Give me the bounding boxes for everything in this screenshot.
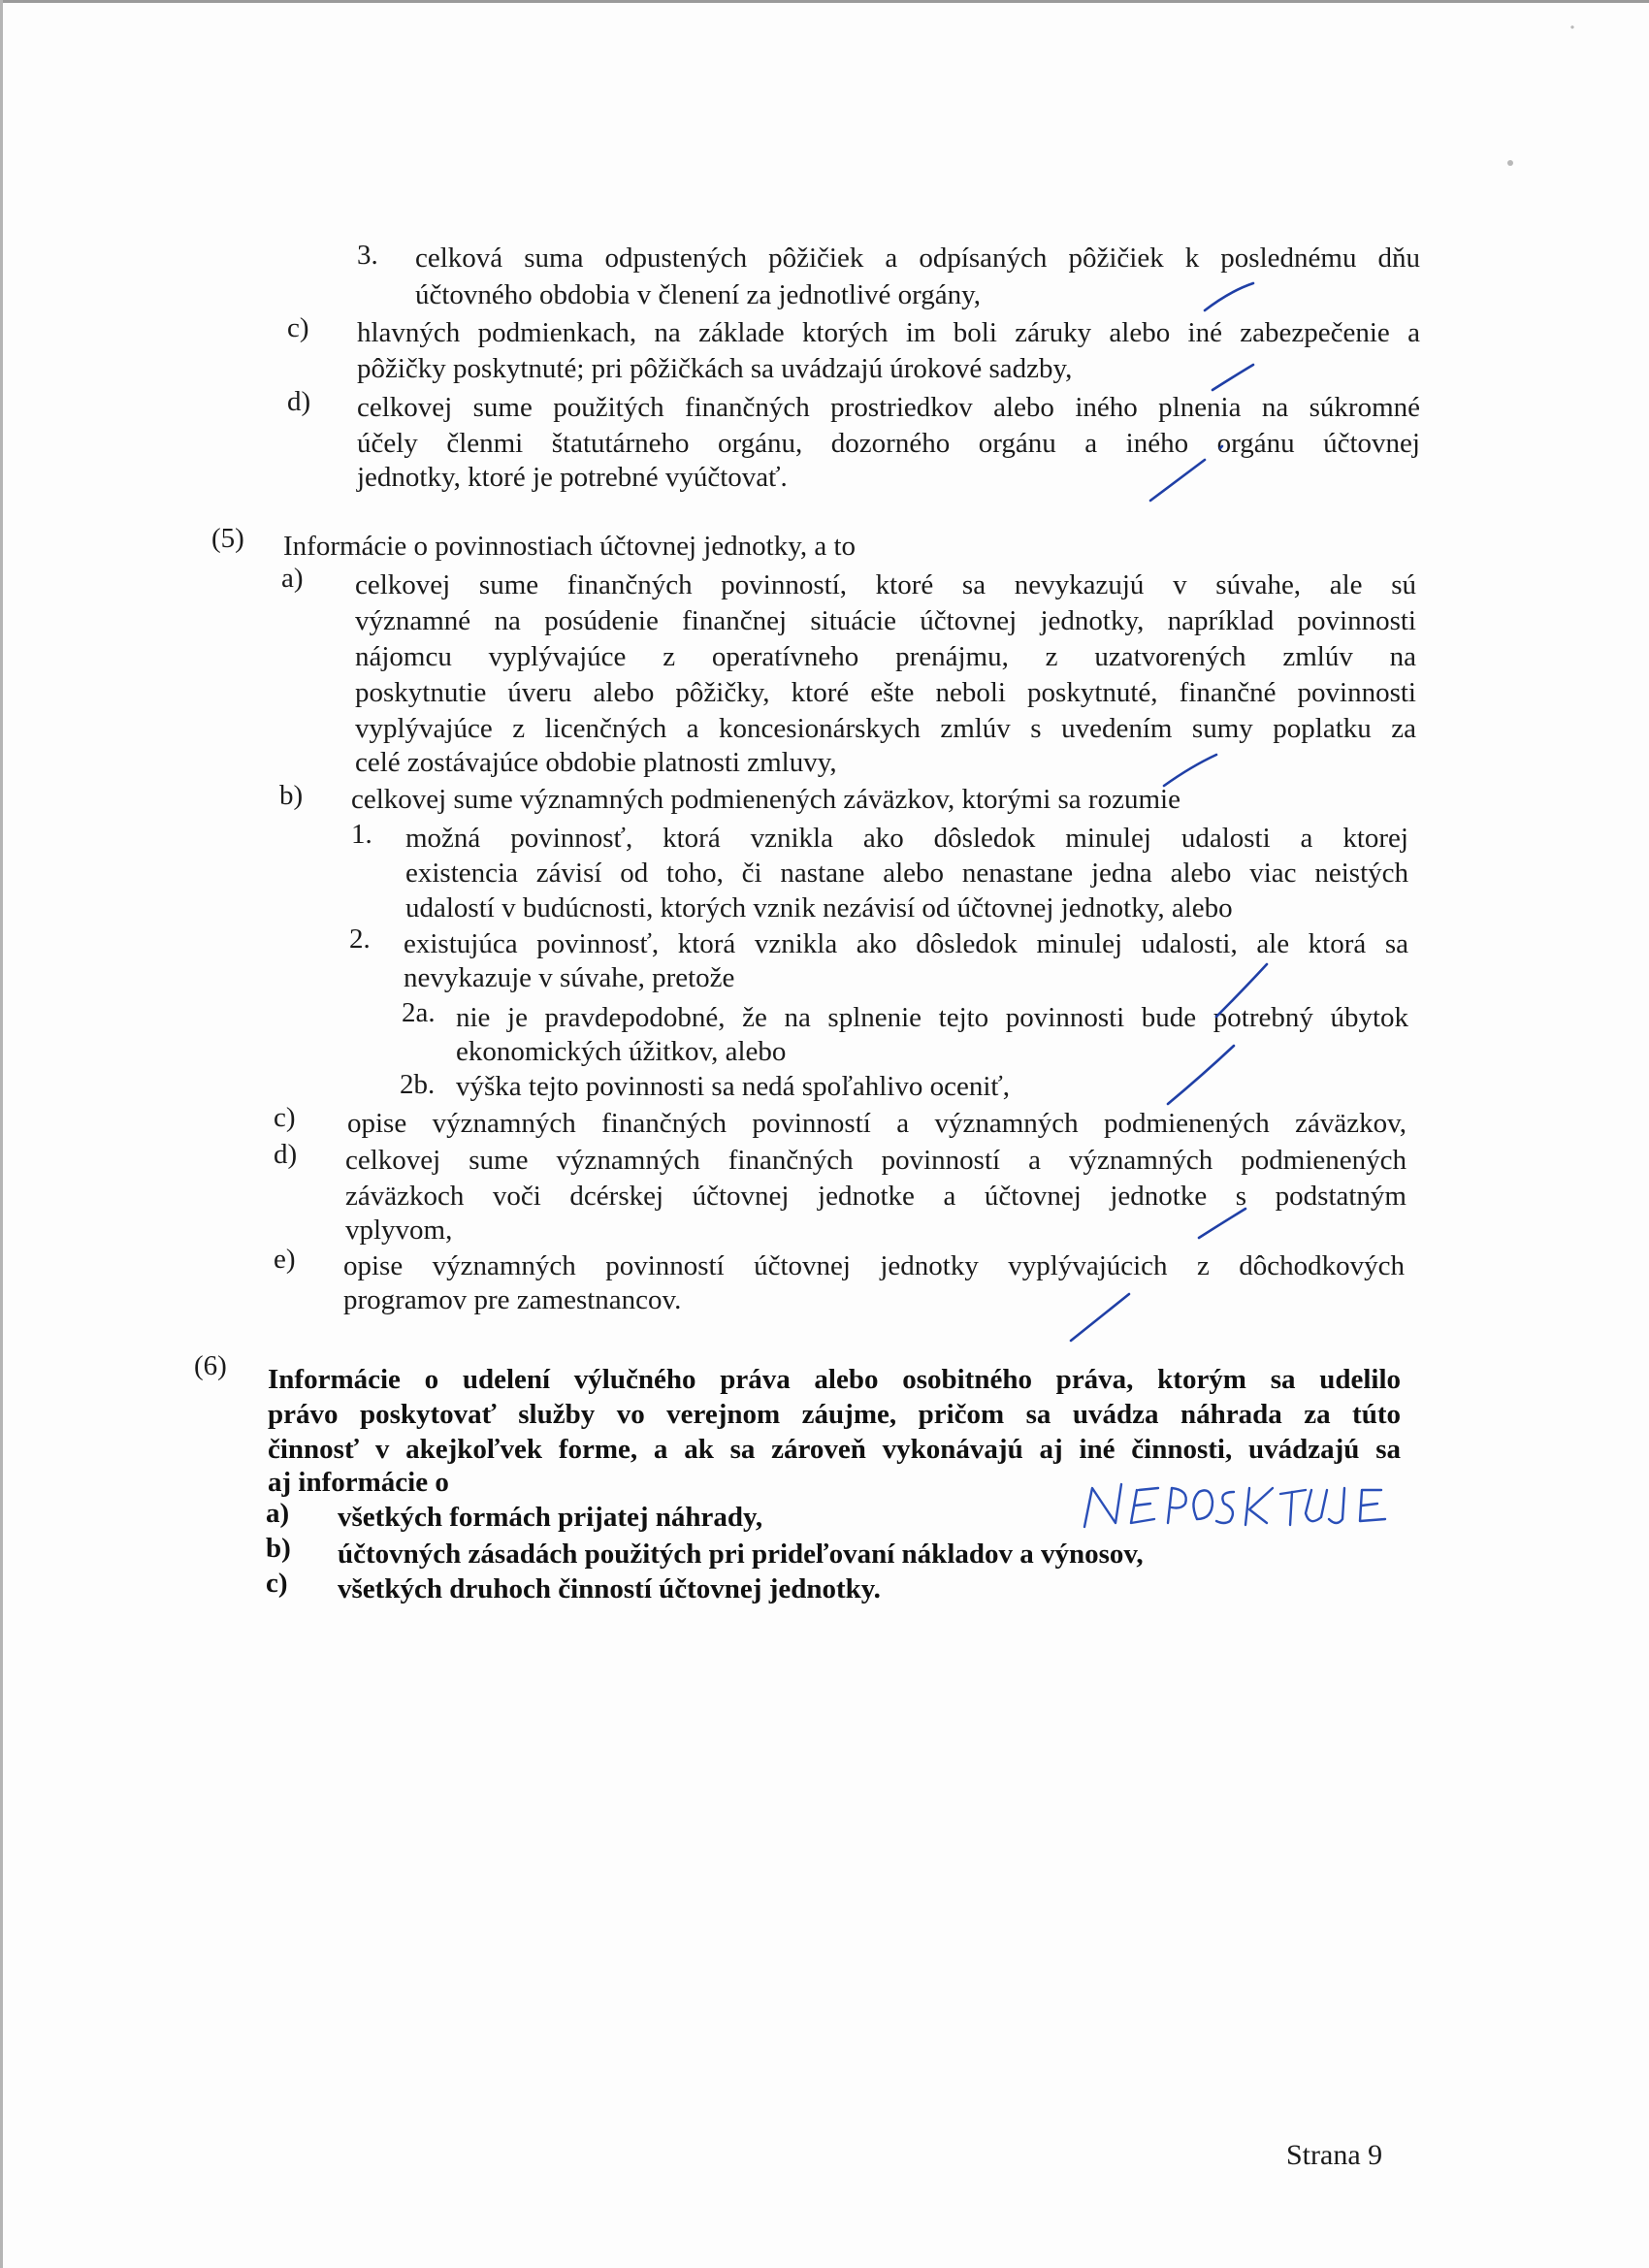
tick-mark-icon xyxy=(1205,283,1253,310)
section-5-heading: Informácie o povinnostiach účtovnej jednotky, a to xyxy=(283,531,857,562)
scan-speck xyxy=(1507,160,1513,166)
section-6-number: (6) xyxy=(194,1350,227,1381)
s6-line-3: činnosť v akejkoľvek forme, a ak sa zároveň vykonávajú aj iné činnosti, uvádzajú sa xyxy=(268,1434,1401,1465)
s5b-item-2b-number: 2b. xyxy=(400,1069,436,1100)
s5-letter-e: e) xyxy=(274,1244,296,1275)
s5a-line-2: významné na posúdenie finančnej situácie účtovnej jednotky, napríklad povinnosti xyxy=(355,605,1416,636)
s5a-line-4: poskytnutie úveru alebo pôžičky, ktoré ešte neboli poskytnuté, finančné povinnosti xyxy=(355,677,1416,708)
scan-edge-top xyxy=(0,0,1649,3)
s6-line-2: právo poskytovať služby vo verejnom záujme, pričom sa uvádza náhrada za túto xyxy=(268,1399,1401,1430)
s5-letter-a: a) xyxy=(281,563,304,594)
page-number: Strana 9 xyxy=(1286,2139,1383,2171)
s5b-line: celkovej sume významných podmienených záväzkov, ktorými sa rozumie xyxy=(351,784,1180,815)
s6a-line: všetkých formách prijatej náhrady, xyxy=(338,1502,763,1533)
s5-letter-c: c) xyxy=(274,1102,296,1133)
c-line-2: pôžičky poskytnuté; pri pôžičkách sa uvádzajú úrokové sadzby, xyxy=(357,353,1073,384)
s6c-line: všetkých druhoch činností účtovnej jednotky. xyxy=(338,1573,881,1604)
d-line-3: jednotky, ktoré je potrebné vyúčtovať. xyxy=(357,462,788,493)
s5c-line: opise významných finančných povinností a významných podmienených záväzkov, xyxy=(347,1108,1406,1139)
s5b-item-2a-number: 2a. xyxy=(402,997,436,1028)
s5b-item2b-line: výška tejto povinnosti sa nedá spoľahlivo oceniť, xyxy=(456,1071,1011,1102)
s5a-line-1: celkovej sume finančných povinností, ktoré sa nevykazujú v súvahe, ale sú xyxy=(355,569,1416,600)
s5a-line-5: vyplývajúce z licenčných a koncesionárskych zmlúv s uvedením sumy poplatku za xyxy=(355,713,1416,744)
item-number-3: 3. xyxy=(357,240,378,271)
tick-mark-icon xyxy=(1212,365,1253,390)
s5a-line-6: celé zostávajúce obdobie platnosti zmluvy, xyxy=(355,747,837,778)
section-5-number: (5) xyxy=(211,523,244,554)
d-line-1: celkovej sume použitých finančných prostriedkov alebo iného plnenia na súkromné xyxy=(357,392,1420,423)
scan-edge-left xyxy=(0,0,3,2268)
s6b-line: účtovných zásadách použitých pri prideľovaní nákladov a výnosov, xyxy=(338,1539,1144,1570)
tick-mark-icon xyxy=(1071,1294,1129,1341)
s5-letter-d: d) xyxy=(274,1139,298,1170)
s5b-item2a-line-2: ekonomických úžitkov, alebo xyxy=(456,1036,787,1067)
s5b-item2-line-2: nevykazuje v súvahe, pretože xyxy=(404,962,735,993)
s6-letter-c: c) xyxy=(266,1568,288,1599)
s5d-line-1: celkovej sume významných finančných povinností a významných podmienených xyxy=(345,1145,1406,1176)
s5a-line-3: nájomcu vyplývajúce z operatívneho prenájmu, z uzatvorených zmlúv na xyxy=(355,641,1416,672)
handwritten-neposkytuje-icon xyxy=(1084,1484,1385,1527)
item3-line-2: účtovného obdobia v členení za jednotlivé orgány, xyxy=(415,279,982,310)
c-line-1: hlavných podmienkach, na základe ktorých im boli záruky alebo iné zabezpečenie a xyxy=(357,317,1420,348)
s5b-item2a-line-1: nie je pravdepodobné, že na splnenie tejto povinnosti bude potrebný úbytok xyxy=(456,1002,1408,1033)
s5e-line-1: opise významných povinností účtovnej jednotky vyplývajúcich z dôchodkových xyxy=(343,1250,1405,1281)
item3-line-1: celková suma odpustených pôžičiek a odpísaných pôžičiek k poslednému dňu xyxy=(415,243,1420,274)
list-letter-c: c) xyxy=(287,312,309,343)
s5-letter-b: b) xyxy=(279,780,304,811)
s6-line-1: Informácie o udelení výlučného práva alebo osobitného práva, ktorým sa udelilo xyxy=(268,1364,1401,1395)
s6-line-4: aj informácie o xyxy=(268,1467,449,1498)
scan-speck xyxy=(1570,25,1573,28)
s5e-line-2: programov pre zamestnancov. xyxy=(343,1284,682,1315)
s5b-item-1-number: 1. xyxy=(351,819,372,850)
tick-mark-icon xyxy=(1150,460,1205,501)
tick-mark-icon xyxy=(1168,1046,1234,1104)
s5b-item-2-number: 2. xyxy=(349,923,371,955)
s6-letter-b: b) xyxy=(266,1533,291,1564)
s5b-item1-line-1: možná povinnosť, ktorá vznikla ako dôsledok minulej udalosti a ktorej xyxy=(405,823,1408,854)
list-letter-d: d) xyxy=(287,386,311,417)
s5b-item1-line-2: existencia závisí od toho, či nastane alebo nenastane jedna alebo viac neistých xyxy=(405,858,1408,889)
s5d-line-3: vplyvom, xyxy=(345,1215,453,1246)
s5b-item2-line-1: existujúca povinnosť, ktorá vznikla ako dôsledok minulej udalosti, ale ktorá sa xyxy=(404,928,1408,959)
s5b-item1-line-3: udalostí v budúcnosti, ktorých vznik nezávisí od účtovnej jednotky, alebo xyxy=(405,892,1233,923)
s6-letter-a: a) xyxy=(266,1498,290,1529)
d-line-2: účely členmi štatutárneho orgánu, dozorného orgánu a iného orgánu účtovnej xyxy=(357,428,1420,459)
s5d-line-2: záväzkoch voči dcérskej účtovnej jednotke a účtovnej jednotke s podstatným xyxy=(345,1181,1406,1212)
